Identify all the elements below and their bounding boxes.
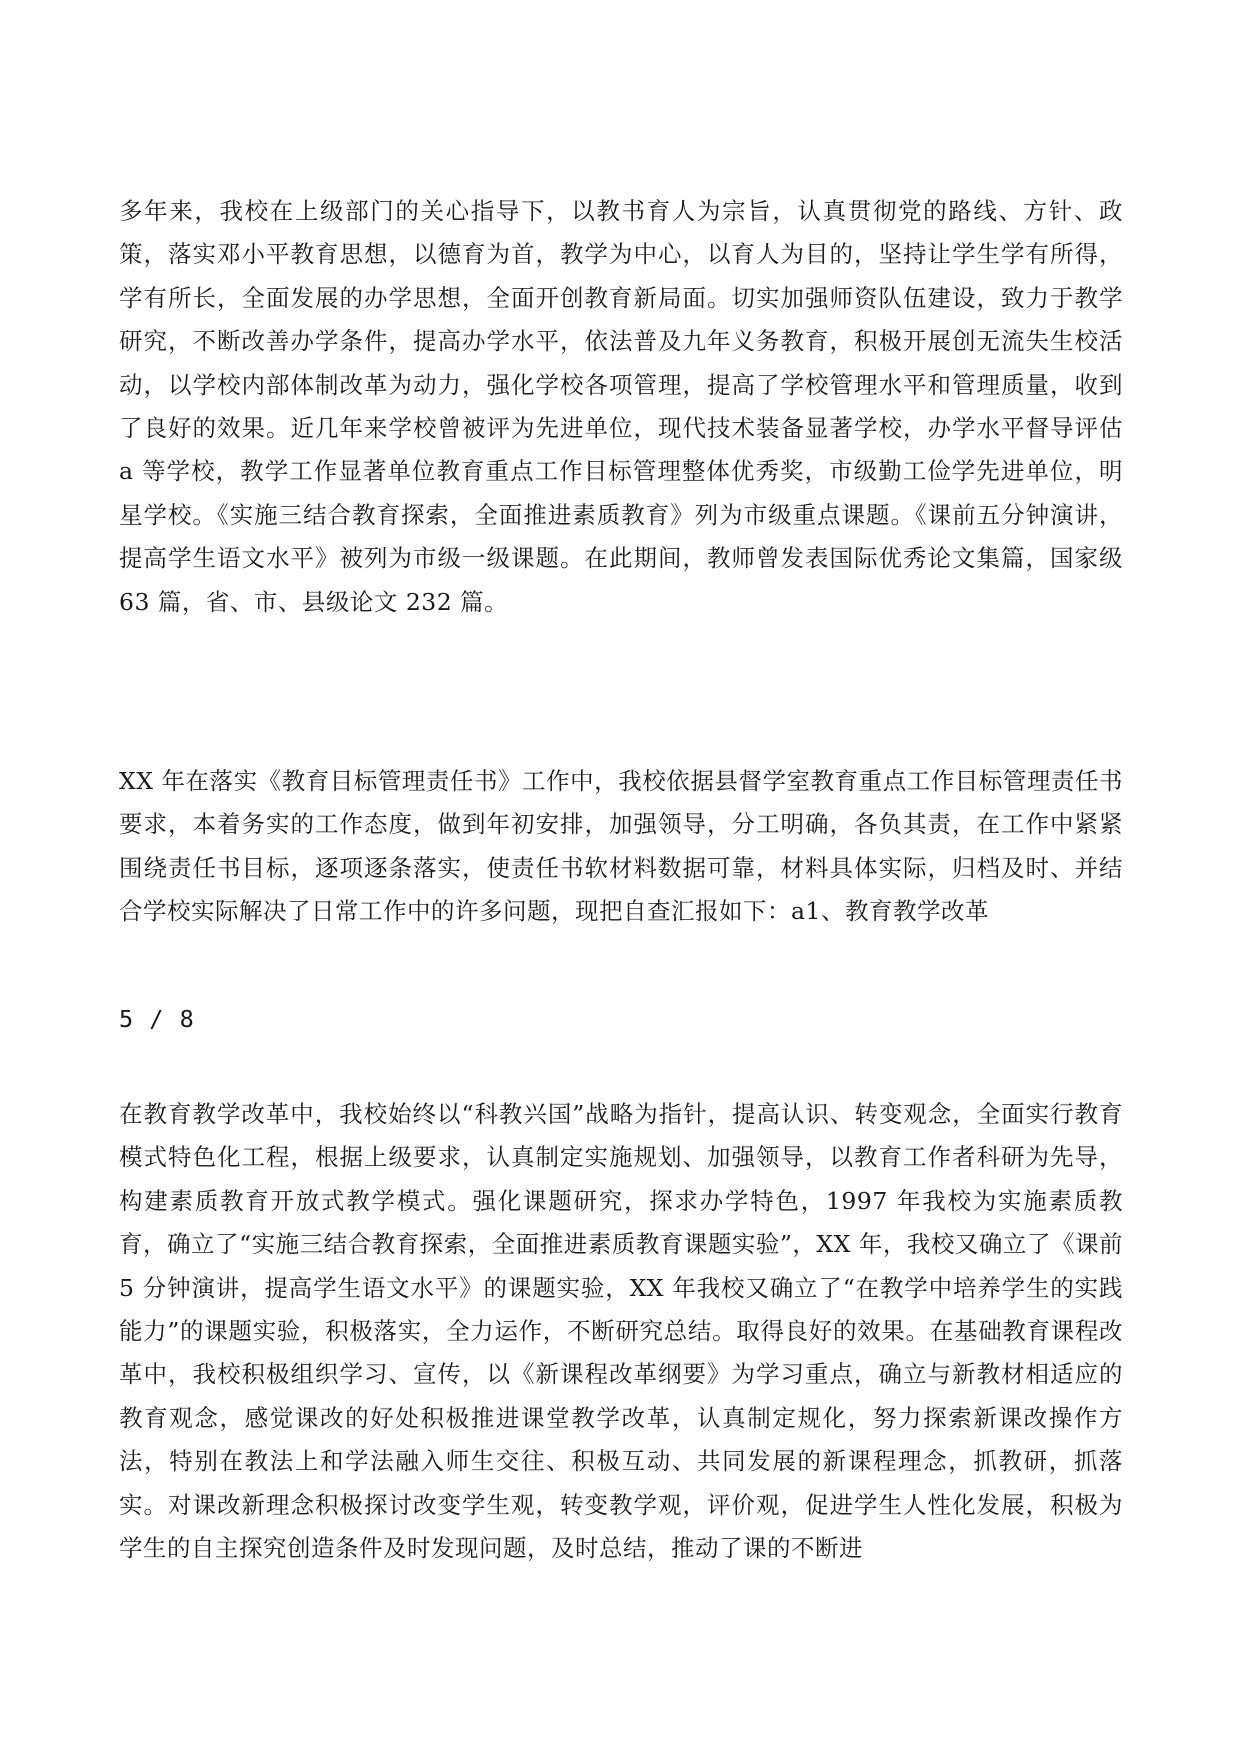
- paragraph-responsibility: XX 年在落实《教育目标管理责任书》工作中，我校依据县督学室教育重点工作目标管理责任书要求，本着务实的工作态度，做到年初安排，加强领导，分工明确，各负其责，在工作中紧紧围绕责任书目标，逐项逐条落实，使责任书软材料数据可靠，材料具体实际，归档及时、并结合学校实际解决了日常工作中的许多问题，现把自查汇报如下：a1、教育教学改革: [119, 767, 1123, 926]
- paragraph-intro: 多年来，我校在上级部门的关心指导下，以教书育人为宗旨，认真贯彻党的路线、方针、政策，落实邓小平教育思想，以德育为首，教学为中心，以育人为目的，坚持让学生学有所得，学有所长，全面发展的办学思想，全面开创教育新局面。切实加强师资队伍建设，致力于教学研究，不断改善办学条件，提高办学水平，依法普及九年义务教育，积极开展创无流失生校活动，以学校内部体制改革为动力，强化学校各项管理，提高了学校管理水平和管理质量，收到了良好的效果。近几年来学校曾被评为先进单位，现代技术装备显著学校，办学水平督导评估 a 等学校，教学工作显著单位教育重点工作目标管理整体优秀奖，市级勤工俭学先进单位，明星学校。《实施三结合教育探索，全面推进素质教育》列为市级重点课题。《课前五分钟演讲，提高学生语文水平》被列为市级一级课题。在此期间，教师曾发表国际优秀论文集篇，国家级 63 篇，省、市、县级论文 232 篇。: [119, 197, 1123, 616]
- paragraph-teaching-reform: 在教育教学改革中，我校始终以“科教兴国”战略为指针，提高认识、转变观念，全面实行教育模式特色化工程，根据上级要求，认真制定实施规划、加强领导，以教育工作者科研为先导，构建素质教育开放式教学模式。强化课题研究，探求办学特色，1997 年我校为实施素质教育，确立了“实施三结合教育探索，全面推进素质教育课题实验”，XX 年，我校又确立了《课前 5 分钟演讲，提高学生语文水平》的课题实验，XX 年我校又确立了“在教学中培养学生的实践能力”的课题实验，积极落实，全力运作，不断研究总结。取得良好的效果。在基础教育课程改革中，我校积极组织学习、宣传，以《新课程改革纲要》为学习重点，确立与新教材相适应的教育观念，感觉课改的好处积极推进课堂教学改革，认真制定规化，努力探索新课改操作方法，特别在教法上和学法融入师生交往、积极互动、共同发展的新课程理念，抓教研，抓落实。对课改新理念积极探讨改变学生观，转变教学观，评价观，促进学生人性化发展，积极为学生的自主探究创造条件及时发现问题，及时总结，推动了课的不断进: [119, 1100, 1123, 1563]
- page-number: 5 / 8: [119, 1005, 195, 1033]
